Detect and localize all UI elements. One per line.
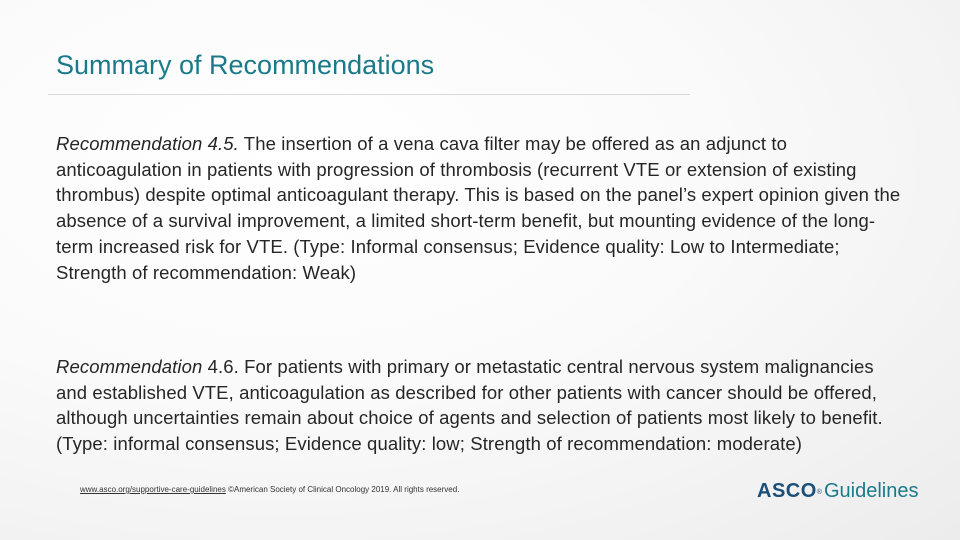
recommendation-label: Recommendation 4.5 xyxy=(56,133,234,154)
logo-guidelines: Guidelines xyxy=(823,480,919,502)
asco-guidelines-logo xyxy=(757,479,918,503)
title-divider xyxy=(48,94,690,95)
copyright-text: ©American Society of Clinical Oncology 2019. All rights reserved. xyxy=(225,485,460,494)
footer xyxy=(80,485,459,494)
logo-registered-mark: ® xyxy=(816,489,822,496)
recommendation-text: The insertion of a vena cava filter may be offered as an adjunct to anticoagulation in patients with progression of thrombosis (recurrent VTE or extension of existing thrombus) despite optimal anticoagulant therapy. This is based on the panel’s expert opinion given the absence of a survival improvement, a limited short-term benefit, but mounting evidence of the long-term increased risk for VTE. (Type: Informal consensus; Evidence quality: Low to Intermediate; Strength of recommendation: Weak) xyxy=(56,133,901,283)
recommendation-label-suffix: 4.6. xyxy=(202,356,239,377)
logo-asco: ASCO xyxy=(757,480,817,502)
recommendation-4-5 xyxy=(56,131,908,285)
recommendation-label: Recommendation xyxy=(56,356,203,377)
slide-title: Summary of Recommendations xyxy=(56,50,435,80)
recommendation-label-suffix: . xyxy=(233,133,239,154)
recommendation-text: For patients with primary or metastatic central nervous system malignancies and established VTE, anticoagulation as described for other patients with cancer should be offered, although uncertainties remain about choice of agents and selection of patients most likely to benefit. (Type: informal consensus; Evidence quality: low; Strength of recommendation: moderate) xyxy=(56,356,883,455)
guidelines-link[interactable]: www.asco.org/supportive-care-guidelines xyxy=(80,485,226,494)
recommendation-4-6 xyxy=(56,354,908,457)
